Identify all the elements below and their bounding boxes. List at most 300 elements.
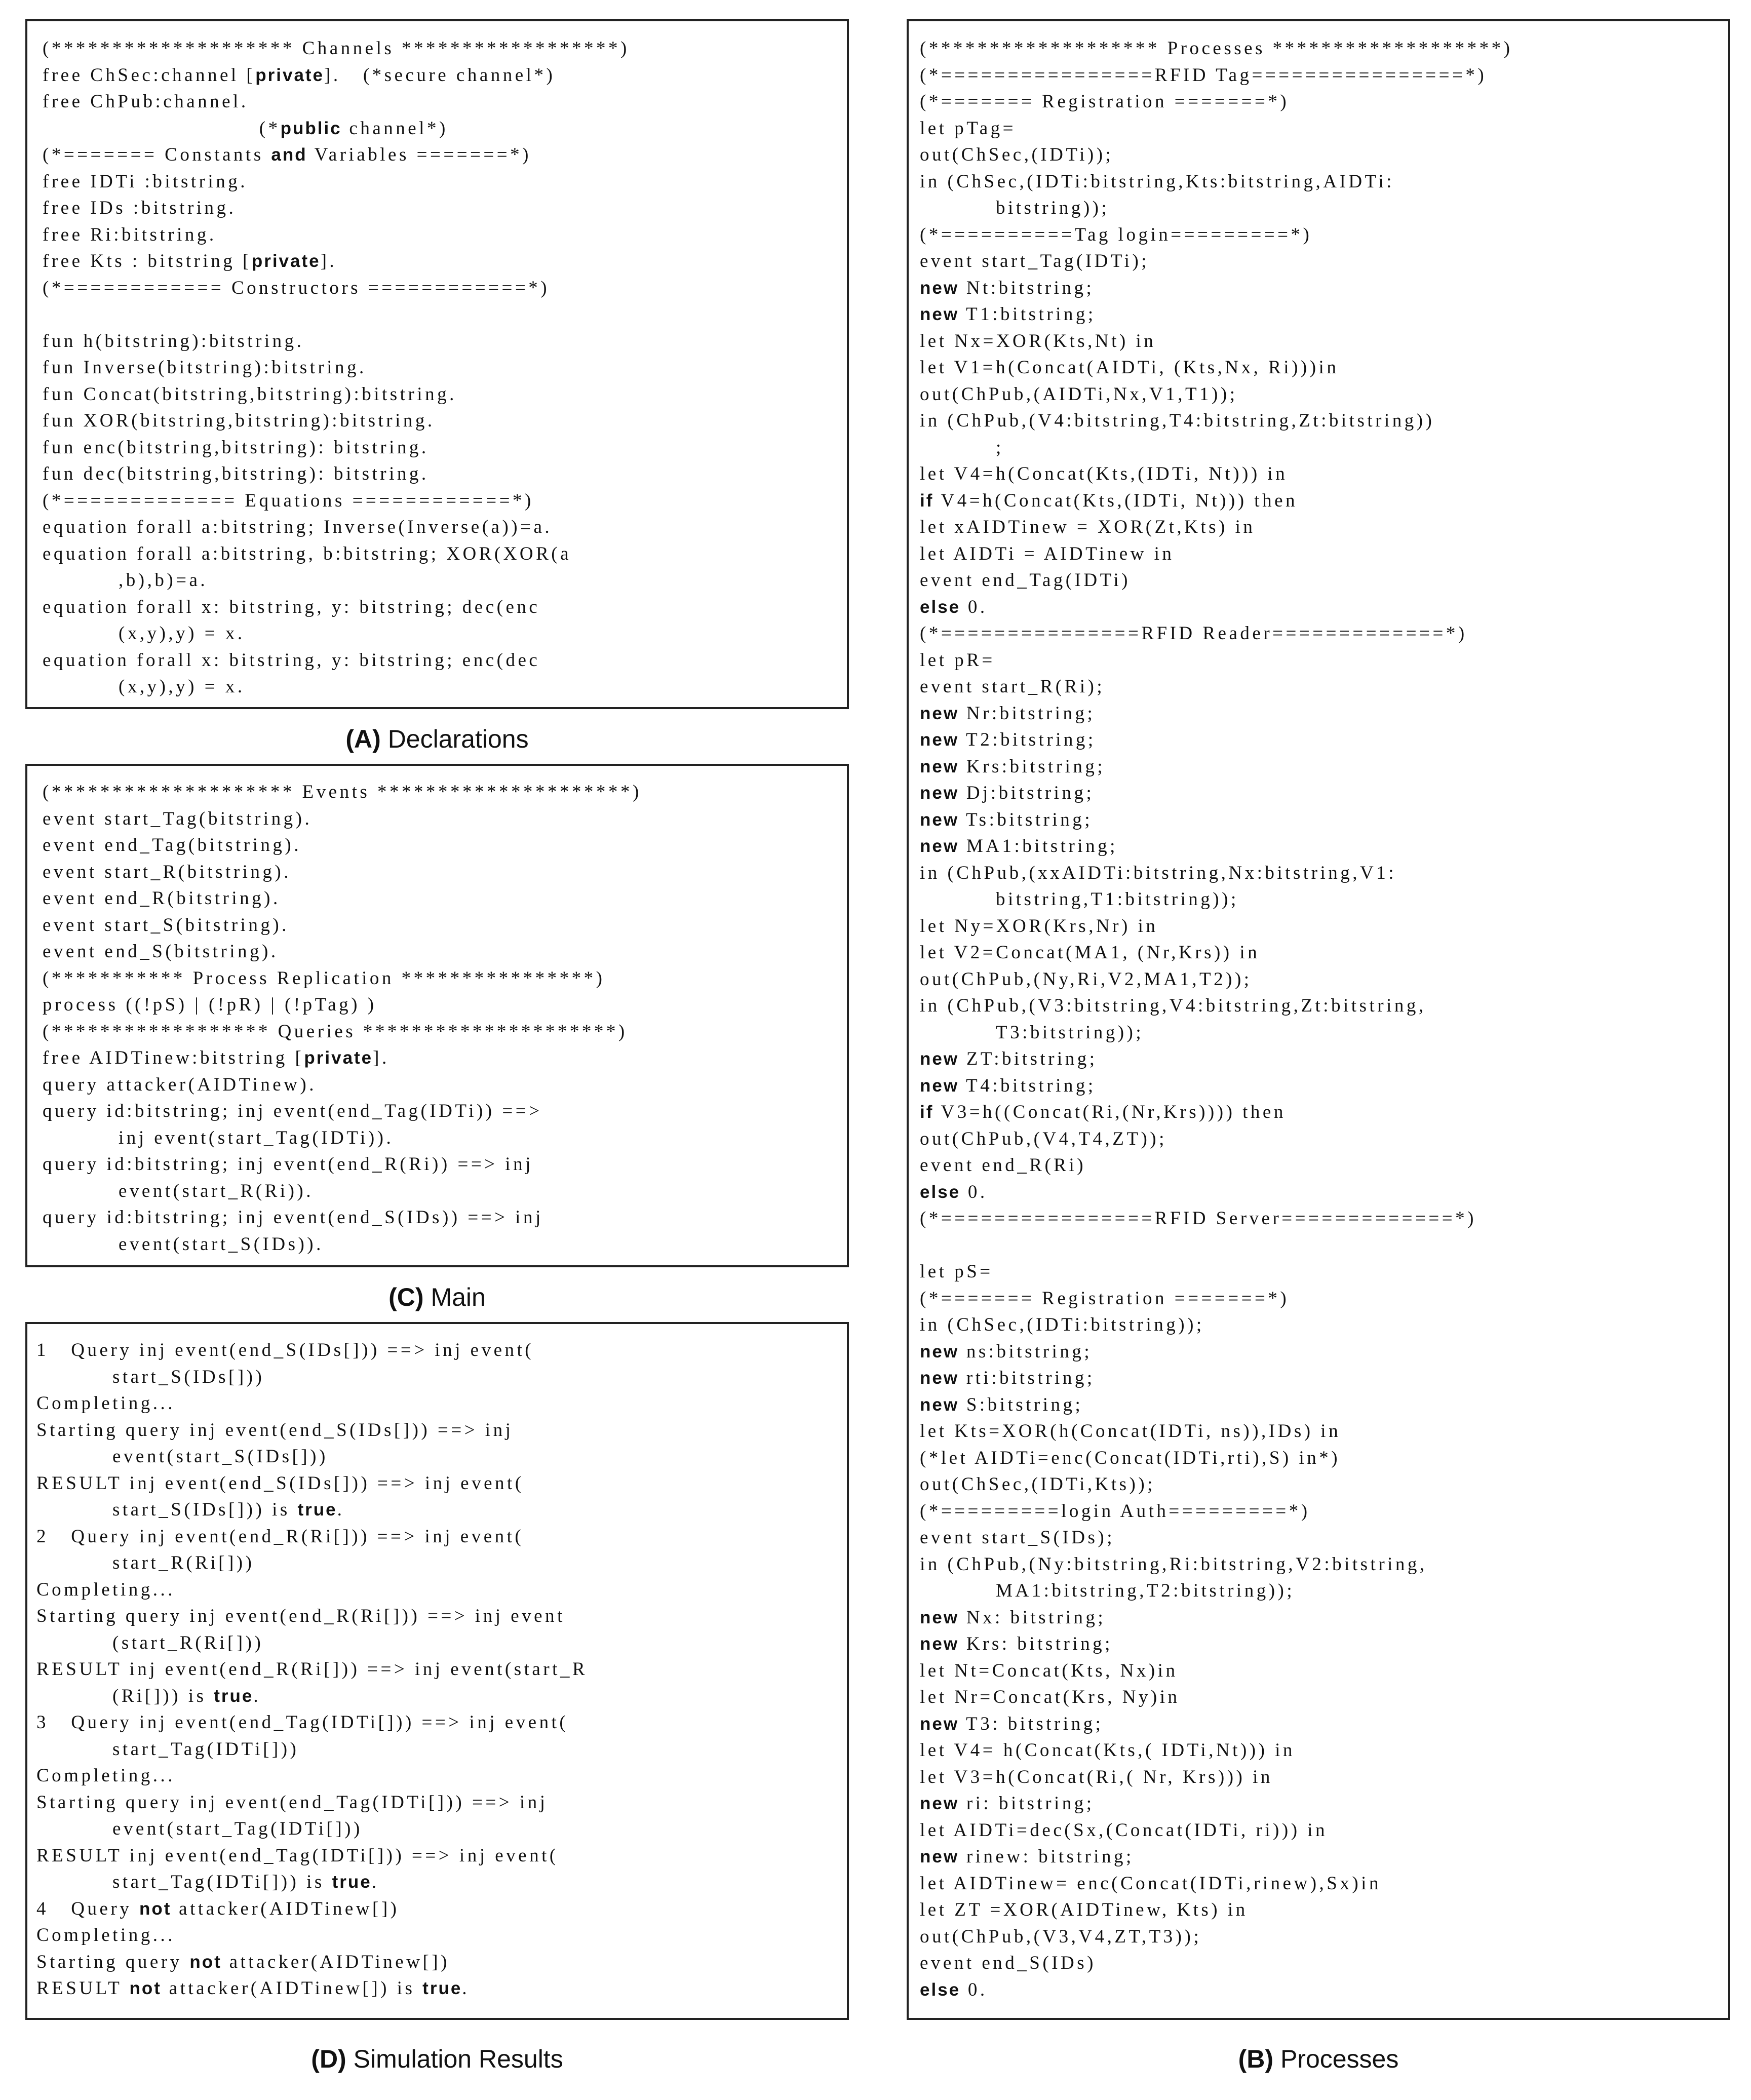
code-line <box>43 992 642 1019</box>
code-line <box>43 1072 642 1099</box>
code-keyword: else <box>920 1979 961 2000</box>
code-text: RESULT inj event(end_Tag(IDTi[])) ==> inj event( <box>36 1845 559 1866</box>
code-line <box>43 541 630 568</box>
code-keyword: new <box>920 703 959 723</box>
code-line <box>920 89 1513 115</box>
code-keyword: private <box>304 1048 373 1068</box>
code-text: query attacker(AIDTinew). <box>43 1074 317 1095</box>
code-line <box>43 89 630 115</box>
code-line <box>920 833 1513 860</box>
code-text: equation forall a:bitstring, b:bitstring; XOR(XOR(a <box>43 543 572 564</box>
code-line <box>920 1791 1513 1817</box>
code-line <box>920 1897 1513 1924</box>
code-line <box>920 1498 1513 1525</box>
code-text: (x,y),y) = x. <box>119 676 245 697</box>
code-keyword: new <box>920 1341 959 1362</box>
code-keyword: new <box>920 304 959 324</box>
code-text: event start_R(Ri); <box>920 676 1105 697</box>
code-line <box>36 1390 588 1417</box>
code-text: 0. <box>960 1979 988 2000</box>
code-text: Krs:bitstring; <box>959 756 1106 777</box>
code-text: MA1:bitstring,T2:bitstring)); <box>996 1580 1295 1601</box>
code-line <box>43 912 642 939</box>
code-line <box>43 169 630 196</box>
code-keyword: new <box>920 836 959 856</box>
code-line <box>920 727 1513 754</box>
code-line <box>920 1152 1513 1179</box>
code-line <box>920 1445 1513 1472</box>
code-text: let xAIDTinew = XOR(Zt,Kts) in <box>920 517 1256 537</box>
code-line <box>920 1020 1513 1046</box>
code-text: in (ChSec,(IDTi:bitstring)); <box>920 1314 1204 1335</box>
code-text: event start_Tag(IDTi); <box>920 251 1150 271</box>
code-text: free Ri:bitstring. <box>43 224 217 245</box>
code-keyword: not <box>129 1978 162 1998</box>
code-line <box>36 1550 588 1577</box>
code-line <box>43 1098 642 1125</box>
code-line <box>43 567 630 594</box>
code-text: Starting query inj event(end_R(Ri[])) ==> inj event <box>36 1606 565 1626</box>
code-line <box>920 1605 1513 1631</box>
code-line <box>36 1869 588 1896</box>
code-text: let Ny=XOR(Krs,Nr) in <box>920 915 1158 937</box>
code-text: T4:bitstring; <box>959 1075 1096 1096</box>
code-line <box>36 1790 588 1816</box>
code-line <box>920 1232 1513 1259</box>
code-line <box>920 1684 1513 1711</box>
code-text: in (ChPub,(xxAIDTi:bitstring,Nx:bitstring,V1: <box>920 862 1396 883</box>
code-text: event(start_S(IDs)). <box>119 1233 324 1255</box>
code-line <box>920 1924 1513 1951</box>
code-keyword: private <box>255 65 325 85</box>
code-line <box>43 1204 642 1231</box>
code-text: 0. <box>960 596 988 617</box>
code-text: fun Concat(bitstring,bitstring):bitstring. <box>43 383 457 405</box>
code-text: let AIDTi = AIDTinew in <box>920 543 1175 564</box>
code-keyword: public <box>280 118 342 138</box>
code-text: RESULT inj event(end_S(IDs[])) ==> inj event( <box>36 1472 524 1494</box>
code-text: let V1=h(Concat(AIDTi, (Kts,Nx, Ri)))in <box>920 357 1339 378</box>
code-text: event end_Tag(IDTi) <box>920 570 1131 591</box>
code-text: S:bitstring; <box>959 1394 1083 1415</box>
code-keyword: new <box>920 783 959 803</box>
code-line <box>920 435 1513 461</box>
code-text: equation forall x: bitstring, y: bitstring; enc(dec <box>43 649 540 671</box>
code-line <box>43 35 630 62</box>
code-line <box>920 1950 1513 1977</box>
code-text: let pTag= <box>920 118 1017 139</box>
caption-text: Main <box>431 1283 486 1311</box>
code-line <box>920 1205 1513 1232</box>
code-line <box>920 1764 1513 1791</box>
code-text: 1 Query inj event(end_S(IDs[])) ==> inj event( <box>36 1340 534 1360</box>
code-text: (*======= Constants <box>43 144 271 165</box>
code-text: event end_Tag(bitstring). <box>43 835 301 855</box>
code-text: event start_S(IDs); <box>920 1527 1115 1548</box>
code-text: start_R(Ri[])) <box>112 1552 255 1573</box>
code-text: let pR= <box>920 649 995 671</box>
code-line <box>920 1392 1513 1419</box>
caption-text: Simulation Results <box>353 2045 563 2073</box>
code-line <box>920 488 1513 515</box>
code-text: free ChSec:channel [ <box>43 64 256 86</box>
code-line <box>920 1471 1513 1498</box>
code-text: start_Tag(IDTi[])) <box>112 1738 299 1760</box>
code-line <box>920 514 1513 541</box>
code-line <box>920 1286 1513 1312</box>
caption-tag: (B) <box>1238 2045 1274 2073</box>
code-line <box>920 1046 1513 1073</box>
code-line <box>36 1975 588 2002</box>
code-line <box>36 1709 588 1736</box>
code-line <box>920 1418 1513 1445</box>
code-text: Starting query inj event(end_Tag(IDTi[])) ==> inj <box>36 1792 548 1813</box>
code-text: MA1:bitstring; <box>959 836 1118 857</box>
code-line <box>43 381 630 408</box>
code-line <box>43 1151 642 1178</box>
code-text: Completing... <box>36 1925 175 1946</box>
code-line <box>36 1470 588 1497</box>
code-keyword: new <box>920 1607 959 1627</box>
code-text: T2:bitstring; <box>959 729 1096 750</box>
code-text: (Ri[])) is <box>112 1685 214 1706</box>
code-text: ,b),b)=a. <box>119 570 208 591</box>
code-text: ]. <box>373 1047 390 1068</box>
code-text: free ChPub:channel. <box>43 91 249 112</box>
code-text: Completing... <box>36 1393 175 1414</box>
code-text: fun h(bitstring):bitstring. <box>43 330 304 352</box>
code-text: in (ChSec,(IDTi:bitstring,Kts:bitstring,AIDTi: <box>920 171 1394 192</box>
code-text: (*================RFID Server=============*) <box>920 1208 1476 1229</box>
code-text: out(ChPub,(AIDTi,Nx,V1,T1)); <box>920 383 1238 405</box>
code-keyword: new <box>920 1368 959 1388</box>
code-text: Nr:bitstring; <box>959 703 1096 724</box>
code-line <box>920 807 1513 834</box>
code-keyword: true <box>297 1500 337 1520</box>
code-keyword: not <box>139 1898 172 1919</box>
code-text: attacker(AIDTinew[]) is <box>161 1978 423 1999</box>
main-panel <box>25 764 849 1267</box>
code-text: event start_S(bitstring). <box>43 914 289 936</box>
code-text: event(start_Tag(IDTi[])) <box>112 1818 363 1839</box>
code-line <box>920 541 1513 568</box>
code-text: free Kts : bitstring [ <box>43 251 252 271</box>
code-text: equation forall x: bitstring, y: bitstring; dec(enc <box>43 596 540 617</box>
code-text: ]. <box>320 251 337 271</box>
code-line <box>36 1922 588 1949</box>
code-line <box>43 222 630 249</box>
code-text: fun dec(bitstring,bitstring): bitstring. <box>43 463 429 484</box>
code-text: . <box>337 1499 345 1520</box>
code-text: ; <box>996 437 1004 458</box>
code-text: Completing... <box>36 1579 175 1600</box>
code-text: (*=========login Auth=========*) <box>920 1500 1310 1522</box>
code-text: let AIDTi=dec(Sx,(Concat(IDTi, ri))) in <box>920 1819 1328 1841</box>
code-line <box>43 1045 642 1072</box>
code-line <box>43 355 630 381</box>
code-text: RESULT inj event(end_R(Ri[])) ==> inj event(start_R <box>36 1659 588 1680</box>
code-text: event end_R(Ri) <box>920 1155 1086 1176</box>
declarations-panel <box>25 19 849 709</box>
code-text: Starting query <box>36 1951 190 1972</box>
code-line <box>43 435 630 461</box>
code-text: event(start_S(IDs[])) <box>112 1446 328 1467</box>
code-line <box>920 1578 1513 1605</box>
code-keyword: new <box>920 1794 959 1813</box>
code-text: fun Inverse(bitstring):bitstring. <box>43 357 367 378</box>
code-line <box>920 993 1513 1020</box>
code-text: rinew: bitstring; <box>959 1846 1134 1867</box>
code-text: in (ChPub,(Ny:bitstring,Ri:bitstring,V2:bitstring, <box>920 1553 1427 1575</box>
code-line <box>43 195 630 222</box>
code-text: let V4= h(Concat(Kts,( IDTi,Nt))) in <box>920 1740 1295 1761</box>
code-text: equation forall a:bitstring; Inverse(Inverse(a))=a. <box>43 517 553 537</box>
code-line <box>36 1816 588 1843</box>
code-line <box>43 301 630 328</box>
caption-main <box>25 1282 849 1312</box>
code-text: 3 Query inj event(end_Tag(IDTi[])) ==> inj event( <box>36 1712 569 1733</box>
processes-panel <box>907 19 1730 2020</box>
code-text: Ts:bitstring; <box>959 809 1093 830</box>
code-text: (******************* Processes *******************) <box>920 38 1513 59</box>
code-line <box>43 115 630 142</box>
code-text: T3: bitstring; <box>959 1713 1104 1734</box>
code-text: Dj:bitstring; <box>959 783 1095 803</box>
code-line <box>920 1658 1513 1685</box>
code-text: RESULT <box>36 1978 130 1999</box>
code-line <box>43 328 630 355</box>
code-text: 0. <box>960 1181 988 1202</box>
code-text: let V2=Concat(MA1, (Nr,Krs)) in <box>920 942 1260 963</box>
code-text: event start_R(bitstring). <box>43 861 291 882</box>
code-text: let Nr=Concat(Krs, Ny)in <box>920 1687 1180 1707</box>
code-line <box>36 1524 588 1550</box>
code-text: let Kts=XOR(h(Concat(IDTi, ns)),IDs) in <box>920 1421 1341 1442</box>
code-text: (*============ Constructors ============*) <box>43 277 550 298</box>
code-line <box>920 1312 1513 1339</box>
code-text: start_Tag(IDTi[])) is <box>112 1872 332 1892</box>
code-line <box>43 832 642 859</box>
code-keyword: new <box>920 1634 959 1654</box>
code-text: (*==========Tag login=========*) <box>920 224 1312 245</box>
code-text: (*================RFID Tag================*) <box>920 64 1487 86</box>
code-line <box>36 1337 588 1364</box>
code-keyword: new <box>920 730 959 750</box>
code-line <box>920 1817 1513 1844</box>
code-line <box>36 1417 588 1444</box>
code-line <box>43 461 630 488</box>
code-line <box>920 1073 1513 1100</box>
code-text: T3:bitstring)); <box>996 1022 1144 1043</box>
code-keyword: new <box>920 809 959 830</box>
code-text: Krs: bitstring; <box>959 1634 1113 1654</box>
code-line <box>43 806 642 833</box>
code-line <box>920 1525 1513 1551</box>
code-line <box>43 142 630 169</box>
code-line <box>43 248 630 275</box>
code-line <box>920 647 1513 674</box>
code-line <box>920 620 1513 647</box>
code-keyword: true <box>422 1978 462 1998</box>
code-line <box>43 1178 642 1205</box>
code-text: free IDs :bitstring. <box>43 198 237 218</box>
code-line <box>43 779 642 806</box>
code-line <box>43 674 630 701</box>
code-text: bitstring)); <box>996 198 1110 218</box>
code-line <box>43 488 630 515</box>
code-line <box>920 1551 1513 1578</box>
code-line <box>920 780 1513 807</box>
code-line <box>920 594 1513 621</box>
code-text: out(ChPub,(V3,V4,ZT,T3)); <box>920 1926 1202 1947</box>
code-line <box>36 1949 588 1976</box>
code-text: . <box>371 1872 379 1892</box>
processes-code <box>920 35 1513 2003</box>
code-keyword: else <box>920 597 961 617</box>
code-line <box>36 1444 588 1470</box>
code-text: inj event(start_Tag(IDTi)). <box>119 1127 394 1148</box>
declarations-code <box>43 35 630 701</box>
code-text: Starting query inj event(end_S(IDs[])) ==> inj <box>36 1419 514 1441</box>
code-text: event end_R(bitstring). <box>43 888 281 909</box>
code-keyword: true <box>214 1686 254 1706</box>
code-keyword: true <box>332 1872 372 1892</box>
code-text: event end_S(IDs) <box>920 1953 1096 1973</box>
code-text: Completing... <box>36 1765 175 1786</box>
code-text: let ZT =XOR(AIDTinew, Kts) in <box>920 1899 1248 1920</box>
code-text: event start_Tag(bitstring). <box>43 808 313 829</box>
code-line <box>920 328 1513 355</box>
code-text: channel*) <box>341 118 448 139</box>
code-text: let AIDTinew= enc(Concat(IDTi,rinew),Sx)in <box>920 1873 1381 1894</box>
code-text: ZT:bitstring; <box>959 1048 1098 1069</box>
code-text: let Nt=Concat(Kts, Nx)in <box>920 1660 1178 1681</box>
code-line <box>920 1339 1513 1366</box>
code-text: in (ChPub,(V4:bitstring,T4:bitstring,Zt:bitstring)) <box>920 410 1435 431</box>
code-line <box>920 1977 1513 2004</box>
code-line <box>36 1656 588 1683</box>
code-text: (******************** Events *********************) <box>43 782 642 802</box>
code-line <box>43 408 630 435</box>
code-line <box>43 620 630 647</box>
code-line <box>920 913 1513 940</box>
code-line <box>920 301 1513 328</box>
code-line <box>36 1843 588 1870</box>
code-line <box>43 965 642 992</box>
code-line <box>920 275 1513 302</box>
code-text: bitstring,T1:bitstring)); <box>996 889 1239 910</box>
code-text: out(ChSec,(IDTi,Kts)); <box>920 1474 1155 1495</box>
code-line <box>920 966 1513 993</box>
code-text: out(ChPub,(Ny,Ri,V2,MA1,T2)); <box>920 968 1252 990</box>
code-keyword: else <box>920 1182 961 1202</box>
simulation-results-panel <box>25 1322 849 2020</box>
code-line <box>43 275 630 302</box>
code-keyword: new <box>920 1714 959 1734</box>
code-line <box>43 594 630 621</box>
code-text: . <box>253 1685 261 1706</box>
code-keyword: new <box>920 756 959 776</box>
code-line <box>43 859 642 886</box>
caption-tag: (C) <box>388 1283 424 1311</box>
code-line <box>36 1577 588 1604</box>
code-text: (*======= Registration =======*) <box>920 1288 1290 1309</box>
caption-simulation-results <box>25 2044 849 2074</box>
code-keyword: and <box>271 145 307 165</box>
code-line <box>920 754 1513 781</box>
code-line <box>920 1737 1513 1764</box>
code-text: query id:bitstring; inj event(end_S(IDs)) ==> inj <box>43 1207 543 1228</box>
code-text: start_S(IDs[])) is <box>112 1499 298 1520</box>
code-line <box>920 62 1513 89</box>
code-line <box>43 1231 642 1258</box>
code-line <box>920 169 1513 196</box>
code-line <box>920 142 1513 169</box>
code-text: start_S(IDs[])) <box>112 1366 265 1387</box>
code-keyword: if <box>920 490 934 511</box>
code-line <box>920 1259 1513 1286</box>
code-line <box>920 222 1513 249</box>
code-text: (*===============RFID Reader=============*) <box>920 623 1467 644</box>
code-text: event(start_R(Ri)). <box>119 1180 314 1201</box>
code-text: (x,y),y) = x. <box>119 623 245 644</box>
code-text: 4 Query <box>36 1898 139 1919</box>
code-keyword: if <box>920 1102 934 1122</box>
code-line <box>43 885 642 912</box>
code-text: attacker(AIDTinew[]) <box>171 1898 400 1919</box>
code-line <box>43 1125 642 1152</box>
code-line <box>36 1683 588 1710</box>
code-line <box>36 1630 588 1657</box>
code-keyword: new <box>920 1394 959 1415</box>
code-text: V3=h((Concat(Ri,(Nr,Krs)))) then <box>933 1102 1286 1122</box>
code-line <box>920 381 1513 408</box>
code-line <box>920 701 1513 727</box>
code-text: let V3=h(Concat(Ri,( Nr, Krs))) in <box>920 1766 1273 1787</box>
code-text: (*======= Registration =======*) <box>920 91 1290 112</box>
code-line <box>920 195 1513 222</box>
code-text: (*let AIDTi=enc(Concat(IDTi,rti),S) in*) <box>920 1447 1341 1468</box>
code-line <box>920 860 1513 887</box>
code-line <box>43 647 630 674</box>
code-line <box>36 1497 588 1524</box>
code-text: fun enc(bitstring,bitstring): bitstring. <box>43 437 429 458</box>
code-line <box>920 1844 1513 1871</box>
code-text: let V4=h(Concat(Kts,(IDTi, Nt))) in <box>920 463 1288 484</box>
code-text: ]. (*secure channel*) <box>324 64 556 86</box>
caption-text: Processes <box>1280 2045 1399 2073</box>
code-text: V4=h(Concat(Kts,(IDTi, Nt))) then <box>933 490 1298 511</box>
code-text: (start_R(Ri[])) <box>112 1632 264 1653</box>
code-text: out(ChPub,(V4,T4,ZT)); <box>920 1128 1167 1149</box>
code-line <box>920 674 1513 701</box>
caption-declarations <box>25 724 849 754</box>
code-line <box>920 1365 1513 1392</box>
code-line <box>920 940 1513 966</box>
code-line <box>36 1896 588 1923</box>
code-text: 2 Query inj event(end_R(Ri[])) ==> inj event( <box>36 1526 524 1547</box>
code-text: Variables =======*) <box>307 144 531 165</box>
code-line <box>920 248 1513 275</box>
code-keyword: new <box>920 1049 959 1069</box>
code-text: in (ChPub,(V3:bitstring,V4:bitstring,Zt:bitstring, <box>920 995 1426 1016</box>
code-text: (*********** Process Replication ****************) <box>43 967 605 989</box>
code-line <box>920 408 1513 435</box>
code-text: rti:bitstring; <box>959 1368 1095 1388</box>
code-line <box>920 35 1513 62</box>
code-line <box>920 886 1513 913</box>
code-text: ri: bitstring; <box>959 1793 1095 1814</box>
